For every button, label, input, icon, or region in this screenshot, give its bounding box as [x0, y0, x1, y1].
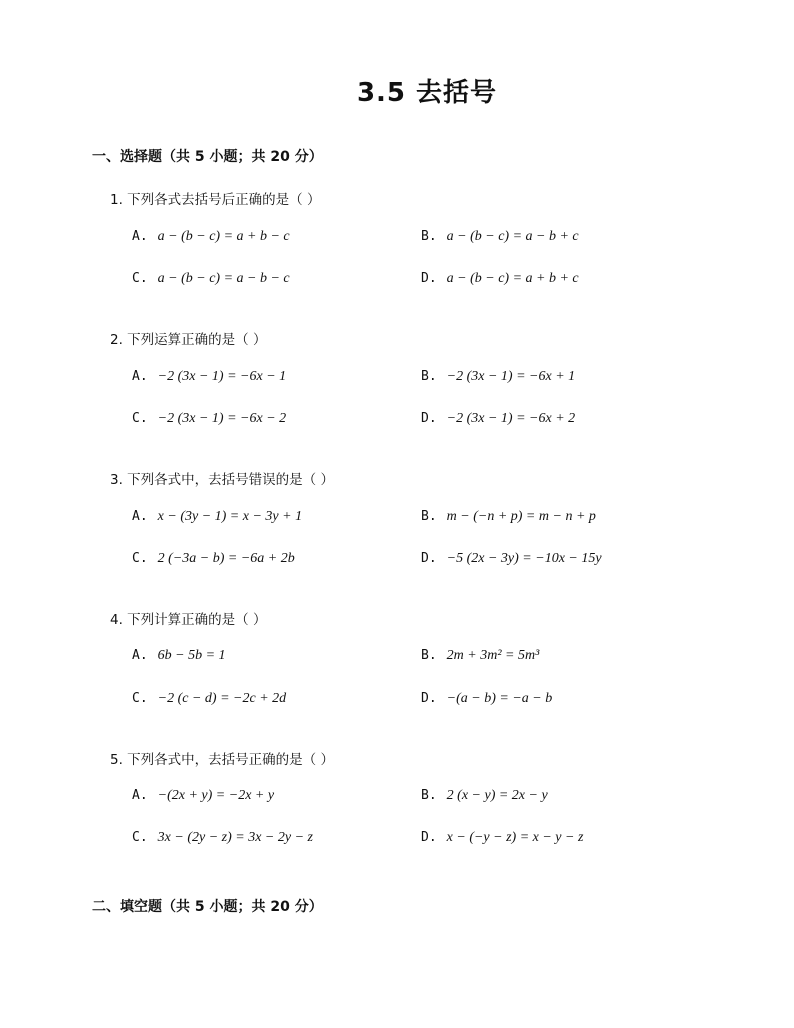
option-letter: D. — [421, 551, 437, 566]
option-a — [132, 648, 226, 664]
option-c — [132, 830, 313, 846]
option-d — [421, 271, 579, 287]
option-letter: C. — [132, 551, 148, 566]
option-expression: −2 (3x − 1) = −6x − 1 — [157, 369, 287, 384]
question-stem: 3. 下列各式中，去括号错误的是（ ） — [110, 472, 334, 488]
option-a — [132, 788, 274, 804]
option-expression: 2m + 3m² = 5m³ — [446, 648, 540, 663]
section-heading-choice: 一、选择题（共 5 小题；共 20 分） — [92, 149, 323, 165]
option-letter: A. — [132, 509, 148, 524]
option-expression: −5 (2x − 3y) = −10x − 15y — [446, 551, 602, 566]
option-letter: C. — [132, 271, 148, 286]
option-expression: a − (b − c) = a − b − c — [157, 271, 290, 286]
option-b — [421, 369, 575, 385]
option-letter: B. — [421, 509, 437, 524]
option-expression: 6b − 5b = 1 — [157, 648, 226, 663]
page-title: 3.5 去括号 — [356, 78, 498, 108]
option-expression: −(a − b) = −a − b — [446, 691, 553, 706]
option-d — [421, 691, 552, 707]
question-stem: 5. 下列各式中，去括号正确的是（ ） — [110, 752, 334, 768]
option-d — [421, 551, 602, 567]
option-expression: −(2x + y) = −2x + y — [157, 788, 275, 803]
option-a — [132, 509, 302, 525]
option-letter: B. — [421, 229, 437, 244]
option-c — [132, 271, 290, 287]
option-letter: C. — [132, 691, 148, 706]
option-c — [132, 691, 286, 707]
option-letter: C. — [132, 830, 148, 845]
question-stem: 2. 下列运算正确的是（ ） — [110, 332, 267, 348]
option-letter: A. — [132, 648, 148, 663]
option-letter: B. — [421, 788, 437, 803]
option-expression: 2 (x − y) = 2x − y — [446, 788, 548, 803]
option-expression: m − (−n + p) = m − n + p — [446, 509, 596, 524]
option-expression: a − (b − c) = a + b + c — [446, 271, 579, 286]
option-d — [421, 411, 575, 427]
option-expression: a − (b − c) = a + b − c — [157, 229, 290, 244]
option-letter: C. — [132, 411, 148, 426]
option-letter: D. — [421, 830, 437, 845]
option-expression: −2 (3x − 1) = −6x + 1 — [446, 369, 576, 384]
option-c — [132, 551, 295, 567]
option-expression: x − (3y − 1) = x − 3y + 1 — [157, 509, 303, 524]
option-letter: A. — [132, 369, 148, 384]
option-a — [132, 229, 290, 245]
option-expression: 2 (−3a − b) = −6a + 2b — [157, 551, 295, 566]
option-a — [132, 369, 286, 385]
question-stem: 1. 下列各式去括号后正确的是（ ） — [110, 192, 321, 208]
option-letter: B. — [421, 648, 437, 663]
option-expression: x − (−y − z) = x − y − z — [446, 830, 584, 845]
option-expression: −2 (3x − 1) = −6x + 2 — [446, 411, 576, 426]
option-d — [421, 830, 583, 846]
option-expression: 3x − (2y − z) = 3x − 2y − z — [157, 830, 313, 845]
option-letter: A. — [132, 229, 148, 244]
question-stem: 4. 下列计算正确的是（ ） — [110, 612, 267, 628]
option-expression: −2 (c − d) = −2c + 2d — [157, 691, 287, 706]
option-expression: a − (b − c) = a − b + c — [446, 229, 579, 244]
option-c — [132, 411, 286, 427]
section-heading-fill: 二、填空题（共 5 小题；共 20 分） — [92, 899, 323, 915]
option-expression: −2 (3x − 1) = −6x − 2 — [157, 411, 287, 426]
option-b — [421, 648, 539, 664]
option-letter: D. — [421, 691, 437, 706]
option-b — [421, 788, 548, 804]
option-letter: D. — [421, 411, 437, 426]
option-letter: D. — [421, 271, 437, 286]
option-b — [421, 229, 579, 245]
option-b — [421, 509, 596, 525]
option-letter: B. — [421, 369, 437, 384]
option-letter: A. — [132, 788, 148, 803]
